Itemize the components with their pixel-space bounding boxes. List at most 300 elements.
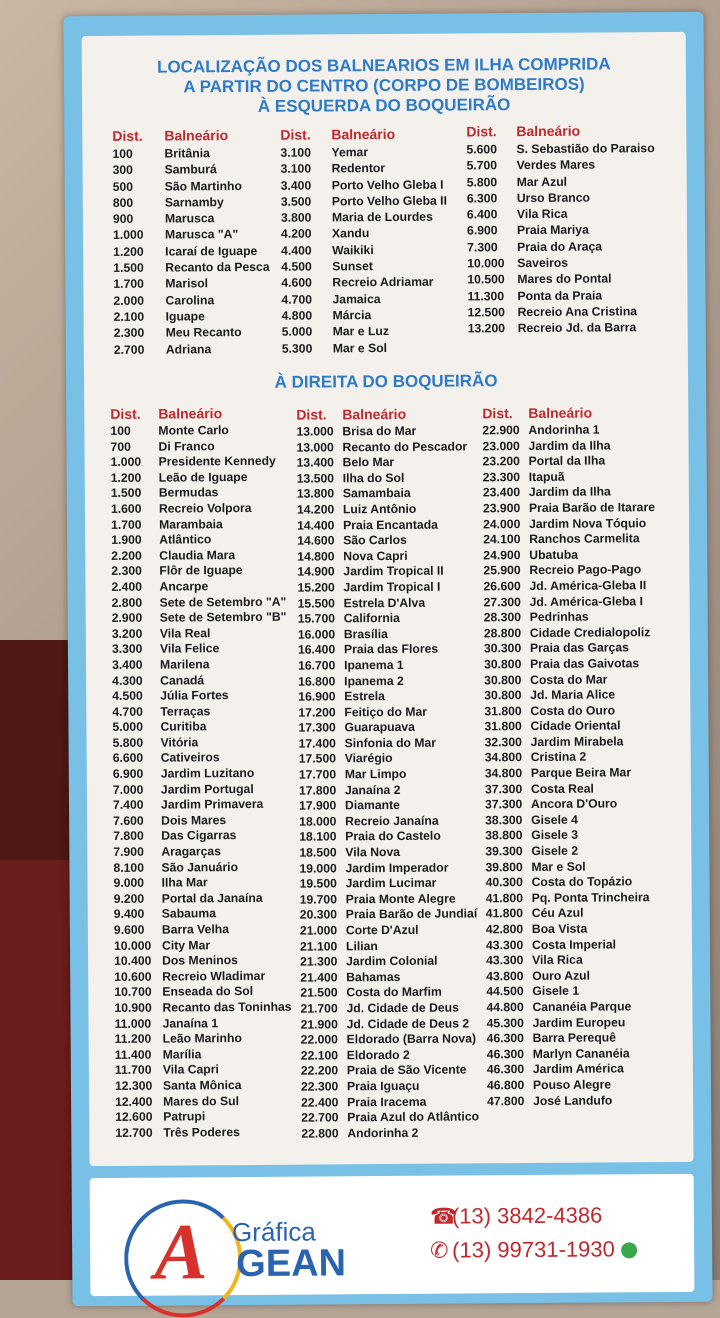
title-line: A PARTIR DO CENTRO (CORPO DE BOMBEIROS) (183, 74, 585, 97)
list-item (485, 781, 657, 798)
list-item (467, 222, 655, 240)
beach-name: Jardim Tropical II (343, 563, 444, 579)
beach-name: Pq. Ponta Trincheira (531, 889, 650, 905)
distance: 1.200 (113, 244, 144, 259)
list-item (297, 533, 475, 550)
beach-name: Xandu (331, 226, 370, 241)
list-item (483, 469, 655, 486)
beach-name: Praia do Castelo (345, 829, 441, 844)
list-item (484, 594, 656, 611)
distance: 47.800 (487, 1093, 525, 1108)
beach-name: Recanto das Toninhas (162, 999, 292, 1015)
list-item (111, 547, 288, 564)
beach-name: Vila Capri (162, 1062, 219, 1077)
distance: 9.400 (113, 907, 145, 922)
title-line: À ESQUERDA DO BOQUEIRÃO (257, 95, 511, 116)
list-item (114, 984, 291, 1001)
beach-name: Céu Azul (531, 906, 584, 921)
beach-name: Jardim da Ilha (528, 438, 611, 453)
beach-name: Jd. Maria Alice (530, 687, 616, 703)
distance: 15.200 (297, 580, 335, 595)
list-item (300, 891, 478, 908)
list-item (487, 1077, 659, 1094)
beach-name: Canadá (160, 672, 205, 688)
distance: 17.300 (298, 720, 336, 735)
distance: 5.300 (281, 341, 313, 356)
list-item (113, 750, 290, 767)
distance: 32.300 (484, 734, 522, 750)
list-item (300, 1000, 478, 1017)
distance: 14.200 (296, 502, 335, 517)
beach-name: Adriana (165, 341, 212, 357)
distance: 44.800 (486, 1000, 524, 1015)
beach-name: Praia Iracema (347, 1094, 427, 1109)
list-item (296, 423, 474, 440)
beach-name: Mares do Pontal (517, 271, 612, 287)
beach-name: California (343, 611, 400, 626)
beach-name: Jd. América-Gleba I (529, 593, 643, 609)
beach-name: Marilena (159, 657, 210, 672)
distance: 34.800 (484, 750, 523, 765)
distance: 22.400 (301, 1094, 339, 1110)
list-item (486, 937, 658, 954)
distance: 9.000 (113, 875, 145, 891)
list-item (113, 194, 269, 211)
beach-name: Praia das Gaivotas (529, 656, 640, 671)
list-item (467, 156, 655, 174)
distance: 2.800 (111, 595, 143, 610)
distance: 6.900 (112, 766, 144, 781)
distance: 3.400 (111, 657, 143, 672)
distance: 28.800 (483, 625, 522, 641)
beach-name: Sinfonia do Mar (344, 735, 437, 751)
beach-name: Praia Monte Alegre (345, 891, 456, 907)
list-item (111, 454, 288, 471)
distance: 10.900 (114, 1000, 152, 1015)
right-side-column (110, 405, 292, 1142)
list-item (468, 319, 656, 337)
beach-name: Ubatuba (529, 547, 579, 562)
distance: 13.500 (296, 471, 335, 486)
beach-name: Ilha Mar (161, 875, 208, 890)
list-item (484, 703, 656, 720)
list-item (113, 844, 290, 861)
distance: 20.300 (299, 907, 338, 923)
beach-name: Jardim Lucimar (345, 875, 437, 891)
distance: 23.300 (482, 469, 521, 485)
distance: 26.600 (483, 579, 521, 594)
list-item (298, 673, 476, 690)
list-item (115, 1109, 292, 1126)
beach-name: São Carlos (343, 533, 407, 548)
column-header (296, 405, 474, 424)
list-item (114, 922, 291, 939)
beach-name: Corte D'Azul (345, 922, 419, 938)
list-item (483, 453, 655, 470)
distance: 700 (110, 439, 131, 454)
distance: 43.300 (486, 953, 524, 968)
beach-name: Cananéia Parque (532, 999, 632, 1014)
list-item (282, 323, 448, 340)
distance: 13.000 (296, 439, 334, 455)
beach-name: Mar e Sol (332, 340, 388, 355)
beach-name: Três Poderes (163, 1124, 240, 1140)
beach-name: Vila Rica (532, 952, 583, 968)
beach-name: Marambaia (159, 516, 223, 532)
list-item (299, 751, 477, 768)
distance: 4.400 (281, 243, 312, 258)
distance: 21.900 (300, 1016, 338, 1032)
beach-name: Boa Vista (531, 921, 588, 937)
beach-name: Costa Imperial (531, 937, 617, 952)
distance: 5.800 (112, 735, 144, 750)
person-icon: ✆ (430, 1237, 449, 1263)
beach-name: Diamante (344, 798, 400, 813)
distance: 2.700 (113, 342, 145, 357)
distance: 21.000 (299, 923, 338, 938)
distance: 21.100 (299, 938, 338, 954)
beach-name: Santa Mônica (162, 1077, 242, 1093)
distance: 25.900 (483, 563, 521, 578)
distance: 4.800 (281, 308, 313, 323)
phone-number-2: (13) 99731-1930 (452, 1236, 615, 1263)
list-item (299, 798, 477, 815)
distance: 10.400 (114, 953, 152, 969)
beach-name: Ipanema 2 (344, 673, 404, 688)
list-item (298, 626, 476, 643)
list-item (299, 782, 477, 799)
distance: 21.700 (300, 1001, 338, 1016)
distance: 21.500 (300, 985, 338, 1000)
distance: 37.300 (484, 781, 523, 796)
brand-name-line2: GEAN (236, 1242, 347, 1286)
distance: 30.300 (483, 641, 522, 656)
list-item (114, 1015, 291, 1032)
beach-name: Vila Nova (345, 844, 401, 860)
beach-name: Di Franco (158, 438, 215, 454)
dist-header: Dist. (112, 127, 143, 144)
beach-name: Ancarpe (159, 579, 209, 594)
beach-name: Recreio Volpora (158, 500, 252, 516)
distance: 22.300 (300, 1079, 339, 1094)
distance: 18.100 (299, 829, 337, 845)
table-cloth (0, 640, 70, 860)
beach-name: Júlia Fortes (160, 688, 229, 703)
beach-name: Gisele 4 (531, 812, 578, 827)
beach-name: Luiz Antônio (342, 501, 417, 517)
list-item (296, 439, 474, 456)
beach-name: Estrela (344, 689, 385, 704)
distance: 14.600 (297, 533, 335, 548)
list-item (281, 258, 447, 275)
beach-name: Britânia (164, 146, 210, 161)
list-item (468, 303, 656, 321)
distance: 14.800 (297, 549, 335, 564)
footer-ad (90, 1174, 695, 1296)
beach-name: Pouso Alegre (532, 1077, 612, 1092)
beach-name: Marusca (164, 211, 215, 226)
list-item (299, 860, 477, 877)
name-header: Balneário (164, 127, 229, 144)
distance: 15.500 (297, 595, 335, 611)
list-item (299, 829, 477, 846)
beach-name: Praia Barão de Itarare (528, 500, 656, 515)
distance: 7.300 (467, 240, 498, 255)
distance: 11.400 (114, 1047, 152, 1062)
distance: 2.900 (111, 610, 143, 626)
beach-name: Enseada do Sol (162, 984, 254, 999)
distance: 22.100 (300, 1048, 339, 1063)
list-item (297, 470, 475, 487)
list-item (297, 517, 475, 534)
list-item (281, 176, 447, 193)
list-item (301, 1032, 479, 1049)
beach-name: Dos Meninos (162, 953, 238, 968)
list-item (487, 1093, 659, 1110)
distance: 16.400 (297, 642, 336, 657)
list-item (112, 594, 289, 611)
beach-name: Cristina 2 (530, 750, 587, 765)
list-item (115, 1031, 292, 1048)
list-item (112, 657, 289, 674)
beach-name: Ouro Azul (532, 968, 591, 983)
list-item (298, 642, 476, 659)
brand-name-line1: Gráfica (231, 1216, 316, 1248)
distance: 4.500 (112, 688, 143, 704)
distance: 34.800 (484, 766, 523, 781)
list-item (113, 161, 269, 178)
distance: 21.400 (300, 970, 338, 985)
list-item (483, 485, 655, 502)
beach-name: Jardim da Ilha (528, 484, 611, 500)
dist-header: Dist. (110, 405, 141, 422)
distance: 900 (112, 211, 134, 227)
beach-name: Gisele 2 (531, 843, 579, 859)
list-item (115, 1062, 292, 1079)
beach-name: Jd. Cidade de Deus (346, 1000, 459, 1016)
column-header (110, 405, 287, 424)
distance: 100 (110, 423, 131, 438)
list-item (115, 1093, 292, 1110)
list-item (486, 890, 658, 907)
beach-name: Marusca "A" (164, 227, 239, 243)
list-item (467, 173, 655, 191)
list-item (300, 1016, 478, 1033)
distance: 41.800 (485, 890, 524, 906)
distance: 1.700 (113, 277, 144, 292)
beach-name: Recanto da Pesca (165, 259, 270, 275)
beach-name: Waikiki (332, 242, 374, 258)
distance: 11.000 (114, 1016, 152, 1031)
list-item (112, 688, 289, 705)
list-item (486, 999, 658, 1016)
beach-name: Cidade Oriental (530, 718, 621, 734)
distance: 16.000 (297, 627, 336, 642)
distance: 3.500 (280, 194, 312, 209)
list-item (483, 562, 655, 579)
distance: 4.700 (112, 704, 143, 719)
list-item (113, 177, 269, 194)
distance: 6.400 (466, 207, 498, 222)
title-line: LOCALIZAÇÃO DOS BALNEARIOS EM ILHA COMPRIDA (156, 54, 611, 77)
distance: 23.400 (482, 485, 521, 500)
list-item (300, 969, 478, 986)
beach-name: Urso Branco (516, 190, 590, 205)
distance: 24.000 (483, 516, 521, 531)
list-item (467, 287, 655, 305)
beach-name: Terraças (160, 703, 211, 719)
beach-name: Maria de Lourdes (331, 209, 433, 225)
beach-name: Leão Marinho (162, 1031, 242, 1046)
distance: 31.800 (484, 719, 522, 734)
beach-name: Mar e Sol (531, 859, 586, 874)
beach-name: Marília (162, 1047, 202, 1062)
left-side-column (112, 127, 270, 358)
beach-name: Praia do Araça (517, 239, 603, 254)
beach-name: Samburá (164, 162, 217, 177)
distance: 46.300 (486, 1031, 524, 1046)
list-item (487, 1046, 659, 1063)
distance: 100 (112, 146, 133, 161)
beach-name: Carolina (165, 292, 215, 308)
beach-name: Jardim Imperador (345, 860, 449, 875)
list-item (112, 719, 289, 736)
list-item (482, 438, 654, 455)
beach-name: Vila Felice (159, 641, 220, 656)
beach-name: Eldorado (Barra Nova) (346, 1031, 477, 1047)
list-item (486, 906, 658, 923)
distance: 1.200 (110, 470, 142, 485)
beach-name: Claudia Mara (159, 547, 236, 563)
list-item (282, 339, 448, 356)
list-item (297, 455, 475, 472)
distance: 5.700 (466, 158, 498, 173)
beach-name: Sunset (332, 259, 373, 274)
list-item (114, 340, 270, 357)
distance: 16.700 (297, 658, 336, 673)
list-item (299, 813, 477, 830)
dist-header: Dist. (466, 123, 497, 140)
list-item (280, 144, 446, 161)
list-item (281, 192, 447, 209)
list-item (301, 1063, 479, 1080)
beach-name: Das Cigarras (161, 828, 237, 844)
list-item (112, 610, 289, 627)
list-item (483, 547, 655, 564)
list-item (113, 275, 269, 292)
list-item (111, 469, 288, 486)
list-item (113, 210, 269, 227)
list-item (281, 160, 447, 177)
beach-name: Brisa do Mar (342, 423, 417, 439)
distance: 17.200 (298, 705, 336, 720)
list-item (482, 422, 654, 439)
distance: 1.700 (111, 517, 142, 532)
distance: 12.600 (115, 1109, 153, 1125)
list-item (282, 307, 448, 324)
list-item (112, 703, 289, 720)
list-item (484, 718, 656, 735)
distance: 13.800 (296, 486, 335, 502)
list-item (113, 259, 269, 276)
distance: 21.300 (300, 954, 338, 969)
phone-line-2 (430, 1236, 637, 1263)
distance: 1.000 (110, 454, 142, 470)
beach-name: Recreio Janaína (345, 813, 439, 829)
distance: 17.900 (298, 798, 337, 813)
beach-name: Recreio Ana Cristina (517, 304, 638, 320)
beach-name: Viarégio (344, 751, 393, 766)
beach-name: Vila Rica (516, 206, 568, 222)
list-item (300, 954, 478, 971)
list-item (297, 501, 475, 518)
distance: 23.000 (482, 438, 520, 453)
distance: 19.700 (299, 892, 338, 907)
list-item (113, 243, 269, 260)
beach-name: Portal da Ilha (528, 453, 606, 469)
distance: 13.400 (296, 455, 334, 470)
beach-name: Jamaica (332, 291, 381, 307)
beach-name: Jardim Europeu (532, 1014, 626, 1030)
beach-name: Praia das Flores (343, 641, 439, 657)
beach-name: Patrupi (163, 1109, 206, 1124)
distance: 6.300 (466, 191, 498, 206)
beach-name: Guarapuava (344, 720, 415, 735)
distance: 11.300 (467, 288, 505, 304)
distance: 41.800 (485, 906, 524, 921)
beach-name: Feitiço do Mar (344, 704, 428, 719)
list-item (298, 720, 476, 737)
list-item (301, 1125, 479, 1142)
list-item (298, 688, 476, 705)
beach-name: Porto Velho Gleba I (331, 177, 444, 192)
distance: 9.200 (113, 891, 145, 906)
list-item (487, 1061, 659, 1078)
right-side-column (296, 405, 479, 1142)
list-item (111, 501, 288, 518)
distance: 46.800 (486, 1077, 525, 1093)
beach-name: São Januário (161, 859, 239, 875)
distance: 5.600 (466, 142, 497, 157)
distance: 22.000 (300, 1032, 338, 1047)
beach-name: Flôr de Iguape (159, 563, 243, 578)
beach-name: Janaína 2 (344, 782, 401, 797)
list-item (111, 579, 288, 596)
distance: 12.300 (114, 1078, 153, 1093)
distance: 12.400 (115, 1094, 153, 1109)
list-item (114, 968, 291, 985)
beach-name: Jardim América (532, 1061, 624, 1077)
distance: 23.900 (482, 501, 521, 516)
beach-name: Praia das Garças (529, 640, 629, 656)
beach-name: Cativeiros (160, 750, 220, 766)
beach-name: Recreio Jd. da Barra (517, 320, 637, 336)
distance: 1.500 (110, 486, 142, 501)
list-item (485, 859, 657, 876)
list-item (299, 844, 477, 861)
distance: 31.800 (484, 703, 522, 719)
distance: 22.900 (482, 423, 520, 438)
list-item (484, 687, 656, 704)
list-item (486, 1015, 658, 1032)
beach-name: Jardim Mirabela (530, 734, 624, 749)
beach-name: Yemar (331, 145, 369, 160)
distance: 3.800 (280, 210, 312, 225)
list-item (298, 611, 476, 628)
distance: 2.000 (113, 293, 145, 308)
distance: 18.000 (299, 814, 337, 829)
distance: 3.200 (111, 626, 143, 641)
